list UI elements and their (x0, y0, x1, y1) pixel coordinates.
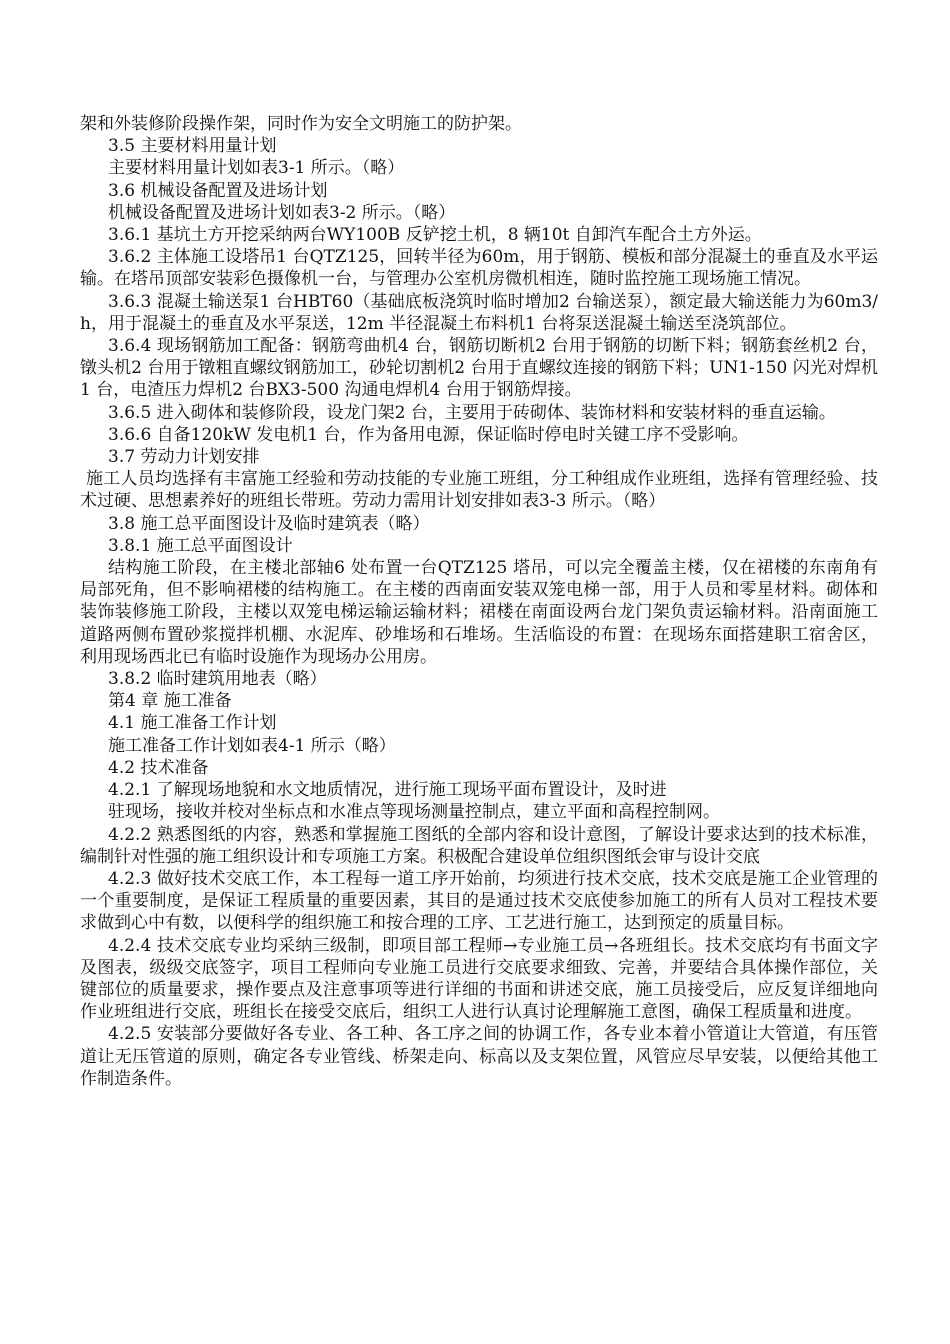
chapter-heading: 第4 章 施工准备 (108, 691, 232, 712)
paragraph: 结构施工阶段，在主楼北部轴6 处布置一台QTZ125 塔吊，可以完全覆盖主楼，仅在裙楼的东南角有局部死角，但不影响裙楼的结构施工。在主楼的西南面安装双笼电梯一部，用于人员和零星材料。砌体和装饰装修施工阶段，主楼以双笼电梯运输运输材料；裙楼在南面设两台龙门架负责运输材料。沿南面施工道路两侧布置砂浆搅拌机棚、水泥库、砂堆场和石堆场。生活临设的布置：在现场东面搭建职工宿舍区，利用现场西北已有临时设施作为现场办公用房。 (80, 558, 878, 667)
section-heading: 4.2 技术准备 (108, 757, 209, 778)
section-heading: 3.7 劳动力计划安排 (108, 447, 260, 468)
paragraph: 4.2.3 做好技术交底工作，本工程每一道工序开始前，均须进行技术交底，技术交底是施工企业管理的一个重要制度，是保证工程质量的重要因素，其目的是通过技术交底使参加施工的所有人员对工程技术要求做到心中有数，以便科学的组织施工和按合理的工序、工艺进行施工，达到预定的质量目标。 (80, 868, 878, 934)
section-heading: 3.8 施工总平面图设计及临时建筑表（略） (108, 513, 430, 534)
paragraph: 施工人员均选择有丰富施工经验和劳动技能的专业施工班组，分工种组成作业班组，选择有管理经验、技术过硬、思想素养好的班组长带班。劳动力需用计划安排如表3-3 所示。（略） (80, 469, 878, 512)
paragraph: 4.2.4 技术交底专业均采纳三级制，即项目部工程师→专业施工员→各班组长。技术交底均有书面文字及图表，级级交底签字，项目工程师向专业施工员进行交底要求细致、完善，并要结合具体操作部位，关键部位的质量要求，操作要点及注意事项等进行详细的书面和讲述交底，施工员接受后，应反复详细地向作业班组进行交底，班组长在接受交底后，组织工人进行认真讨论理解施工意图，确保工程质量和进度。 (80, 935, 878, 1023)
paragraph: 机械设备配置及进场计划如表3-2 所示。（略） (108, 202, 456, 223)
paragraph: 架和外装修阶段操作架，同时作为安全文明施工的防护架。 (80, 114, 522, 134)
paragraph: 3.6.4 现场钢筋加工配备：钢筋弯曲机4 台，钢筋切断机2 台用于钢筋的切断下料；钢筋套丝机2 台，镦头机2 台用于镦粗直螺纹钢筋加工，砂轮切割机2 台用于直螺纹连接的钢筋下料；UN1-150 闪光对焊机1 台，电渣压力焊机2 台BX3-500 沟通电焊机4 台用于钢筋焊接。 (80, 336, 878, 401)
paragraph: 3.6.6 自备120kW 发电机1 台，作为备用电源，保证临时停电时关键工序不受影响。 (108, 424, 749, 445)
paragraph: 驻现场，接收并校对坐标点和水准点等现场测量控制点，建立平面和高程控制网。 (108, 802, 720, 823)
section-heading: 3.8.1 施工总平面图设计 (108, 535, 293, 556)
paragraph: 4.2.5 安装部分要做好各专业、各工种、各工序之间的协调工作，各专业本着小管道让大管道，有压管道让无压管道的原则，确定各专业管线、桥架走向、标高以及支架位置，风管应尽早安装，以便给其他工作制造条件。 (80, 1024, 878, 1089)
paragraph: 4.2.2 熟悉图纸的内容，熟悉和掌握施工图纸的全部内容和设计意图，了解设计要求达到的技术标准，编制针对性强的施工组织设计和专项施工方案。积极配合建设单位组织图纸会审与设计交底 (80, 824, 878, 867)
section-heading: 4.1 施工准备工作计划 (108, 713, 277, 734)
paragraph: 4.2.1 了解现场地貌和水文地质情况，进行施工现场平面布置设计，及时进 (108, 780, 667, 801)
section-heading: 3.6 机械设备配置及进场计划 (108, 180, 328, 201)
paragraph: 3.6.2 主体施工设塔吊1 台QTZ125，回转半径为60m，用于钢筋、模板和部分混凝土的垂直及水平运输。在塔吊顶部安装彩色摄像机一台，与管理办公室机房微机相连，随时监控施工现场施工情况。 (80, 247, 878, 290)
paragraph: 主要材料用量计划如表3-1 所示。（略） (108, 158, 405, 179)
document-body (80, 113, 878, 1090)
paragraph: 施工准备工作计划如表4-1 所示（略） (108, 735, 396, 756)
paragraph: 3.6.3 混凝土输送泵1 台HBT60（基础底板浇筑时临时增加2 台输送泵），额定最大输送能力为60m3/h，用于混凝土的垂直及水平泵送，12m 半径混凝土布料机1 台将泵送混凝土输送至浇筑部位。 (80, 291, 878, 334)
section-heading: 3.5 主要材料用量计划 (108, 136, 277, 157)
section-heading: 3.8.2 临时建筑用地表（略） (108, 669, 327, 690)
paragraph: 3.6.5 进入砌体和装修阶段，设龙门架2 台，主要用于砖砌体、装饰材料和安装材料的垂直运输。 (108, 402, 836, 423)
paragraph: 3.6.1 基坑土方开挖采纳两台WY100B 反铲挖土机，8 辆10t 自卸汽车配合土方外运。 (108, 225, 762, 246)
